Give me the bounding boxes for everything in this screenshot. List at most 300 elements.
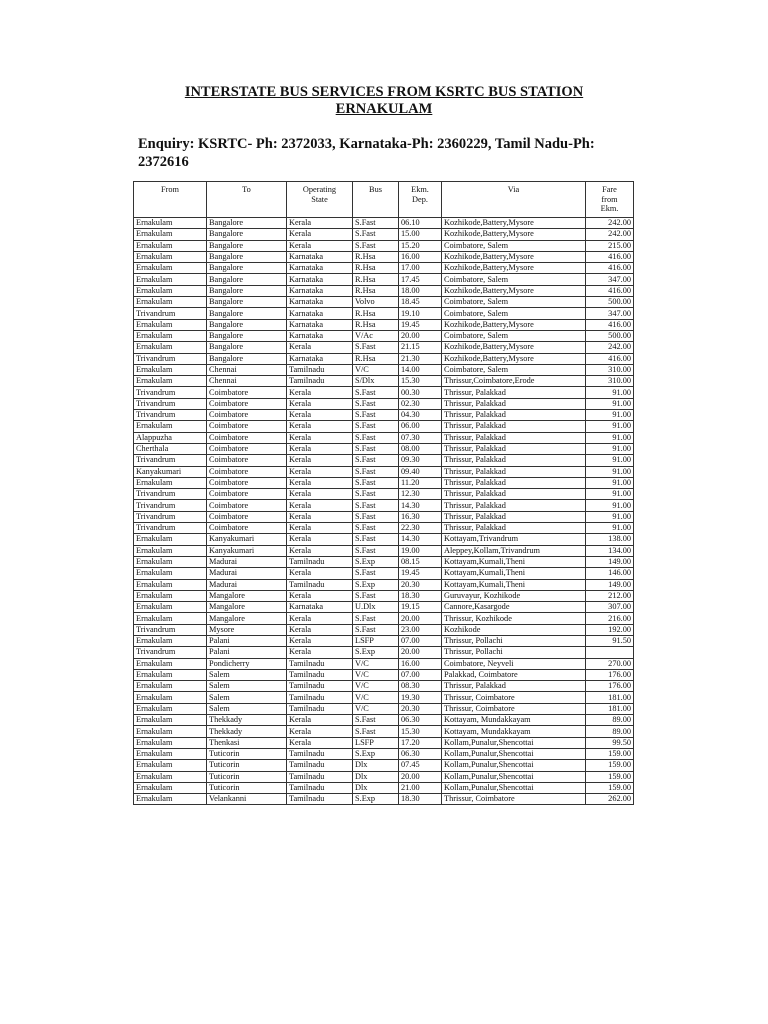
table-row bbox=[134, 624, 634, 635]
cell-fare: 91.00 bbox=[586, 421, 634, 432]
cell-state: Karnataka bbox=[287, 602, 353, 613]
cell-departure: 15.30 bbox=[399, 726, 442, 737]
header-row bbox=[134, 182, 634, 218]
cell-state: Karnataka bbox=[287, 251, 353, 262]
cell-bus: S.Exp bbox=[353, 748, 399, 759]
cell-from: Ernakulam bbox=[134, 421, 207, 432]
cell-to: Kanyakumari bbox=[207, 545, 287, 556]
cell-bus: R.Hsa bbox=[353, 274, 399, 285]
cell-fare: 212.00 bbox=[586, 590, 634, 601]
cell-state: Kerala bbox=[287, 511, 353, 522]
cell-from: Trivandrum bbox=[134, 455, 207, 466]
cell-state: Karnataka bbox=[287, 330, 353, 341]
cell-departure: 11.20 bbox=[399, 477, 442, 488]
cell-departure: 20.30 bbox=[399, 579, 442, 590]
cell-to: Bangalore bbox=[207, 251, 287, 262]
cell-fare: 91.00 bbox=[586, 489, 634, 500]
cell-to: Thenkasi bbox=[207, 737, 287, 748]
cell-state: Tamilnadu bbox=[287, 556, 353, 567]
cell-bus: S.Fast bbox=[353, 624, 399, 635]
cell-fare: 146.00 bbox=[586, 568, 634, 579]
cell-from: Ernakulam bbox=[134, 681, 207, 692]
header-to: To bbox=[207, 182, 287, 218]
cell-departure: 00.30 bbox=[399, 387, 442, 398]
cell-from: Trivandrum bbox=[134, 489, 207, 500]
table-row bbox=[134, 218, 634, 229]
table-row bbox=[134, 794, 634, 805]
cell-state: Kerala bbox=[287, 218, 353, 229]
cell-from: Ernakulam bbox=[134, 715, 207, 726]
cell-bus: S.Fast bbox=[353, 523, 399, 534]
cell-to: Bangalore bbox=[207, 342, 287, 353]
cell-bus: V/C bbox=[353, 658, 399, 669]
cell-departure: 21.15 bbox=[399, 342, 442, 353]
cell-bus: LSFP bbox=[353, 737, 399, 748]
cell-from: Ernakulam bbox=[134, 771, 207, 782]
cell-via: Coimbatore, Salem bbox=[442, 308, 586, 319]
cell-state: Kerala bbox=[287, 342, 353, 353]
cell-from: Trivandrum bbox=[134, 308, 207, 319]
cell-state: Kerala bbox=[287, 410, 353, 421]
cell-via: Thrissur, Palakkad bbox=[442, 500, 586, 511]
cell-to: Pondicherry bbox=[207, 658, 287, 669]
cell-from: Trivandrum bbox=[134, 353, 207, 364]
cell-from: Ernakulam bbox=[134, 703, 207, 714]
cell-via: Thrissur, Palakkad bbox=[442, 421, 586, 432]
cell-to: Palani bbox=[207, 647, 287, 658]
cell-departure: 17.20 bbox=[399, 737, 442, 748]
table-body bbox=[134, 218, 634, 805]
enquiry-contacts bbox=[138, 135, 638, 171]
cell-from: Ernakulam bbox=[134, 376, 207, 387]
cell-to: Coimbatore bbox=[207, 432, 287, 443]
table-row bbox=[134, 703, 634, 714]
header-departure: Ekm. Dep. bbox=[399, 182, 442, 218]
cell-state: Tamilnadu bbox=[287, 794, 353, 805]
table-row bbox=[134, 319, 634, 330]
cell-departure: 19.30 bbox=[399, 692, 442, 703]
cell-via: Cannore,Kasargode bbox=[442, 602, 586, 613]
cell-departure: 17.45 bbox=[399, 274, 442, 285]
cell-departure: 20.30 bbox=[399, 703, 442, 714]
cell-bus: S.Fast bbox=[353, 421, 399, 432]
cell-state: Tamilnadu bbox=[287, 669, 353, 680]
header-operating-state: Operating State bbox=[287, 182, 353, 218]
document-title bbox=[0, 84, 768, 118]
cell-state: Kerala bbox=[287, 635, 353, 646]
cell-via: Kozhikode,Battery,Mysore bbox=[442, 229, 586, 240]
cell-bus: S.Fast bbox=[353, 511, 399, 522]
cell-from: Ernakulam bbox=[134, 658, 207, 669]
cell-to: Coimbatore bbox=[207, 523, 287, 534]
table-row bbox=[134, 681, 634, 692]
cell-to: Bangalore bbox=[207, 240, 287, 251]
cell-via: Thrissur, Coimbatore bbox=[442, 692, 586, 703]
table-row bbox=[134, 715, 634, 726]
cell-via: Coimbatore, Salem bbox=[442, 297, 586, 308]
cell-bus: S/Dlx bbox=[353, 376, 399, 387]
enquiry-line-1: Enquiry: KSRTC- Ph: 2372033, Karnataka-Ph: 2360229, Tamil Nadu-Ph: bbox=[138, 136, 595, 152]
cell-departure: 20.00 bbox=[399, 647, 442, 658]
cell-bus: S.Fast bbox=[353, 489, 399, 500]
cell-fare: 91.00 bbox=[586, 410, 634, 421]
cell-departure: 15.00 bbox=[399, 229, 442, 240]
cell-departure: 08.15 bbox=[399, 556, 442, 567]
cell-from: Trivandrum bbox=[134, 500, 207, 511]
table-row bbox=[134, 274, 634, 285]
cell-departure: 14.30 bbox=[399, 534, 442, 545]
cell-state: Kerala bbox=[287, 613, 353, 624]
cell-bus: S.Fast bbox=[353, 466, 399, 477]
table-row bbox=[134, 240, 634, 251]
bus-schedule-table bbox=[133, 181, 634, 805]
cell-to: Bangalore bbox=[207, 274, 287, 285]
table-row bbox=[134, 534, 634, 545]
cell-bus: S.Fast bbox=[353, 432, 399, 443]
cell-bus: S.Fast bbox=[353, 342, 399, 353]
cell-via: Palakkad, Coimbatore bbox=[442, 669, 586, 680]
cell-from: Ernakulam bbox=[134, 568, 207, 579]
cell-via: Coimbatore, Salem bbox=[442, 240, 586, 251]
cell-via: Kozhikode,Battery,Mysore bbox=[442, 251, 586, 262]
cell-departure: 07.30 bbox=[399, 432, 442, 443]
cell-state: Kerala bbox=[287, 534, 353, 545]
cell-to: Madurai bbox=[207, 579, 287, 590]
cell-to: Bangalore bbox=[207, 263, 287, 274]
cell-fare: 215.00 bbox=[586, 240, 634, 251]
cell-to: Tuticorin bbox=[207, 782, 287, 793]
cell-from: Ernakulam bbox=[134, 342, 207, 353]
cell-from: Trivandrum bbox=[134, 511, 207, 522]
cell-state: Tamilnadu bbox=[287, 782, 353, 793]
table-row bbox=[134, 387, 634, 398]
cell-from: Ernakulam bbox=[134, 534, 207, 545]
cell-from: Trivandrum bbox=[134, 387, 207, 398]
cell-bus: S.Fast bbox=[353, 568, 399, 579]
cell-state: Kerala bbox=[287, 545, 353, 556]
table-row bbox=[134, 635, 634, 646]
table-row bbox=[134, 421, 634, 432]
cell-fare: 347.00 bbox=[586, 308, 634, 319]
cell-bus: S.Fast bbox=[353, 545, 399, 556]
table-row bbox=[134, 432, 634, 443]
cell-to: Coimbatore bbox=[207, 477, 287, 488]
cell-departure: 07.00 bbox=[399, 669, 442, 680]
header-via: Via bbox=[442, 182, 586, 218]
cell-bus: R.Hsa bbox=[353, 285, 399, 296]
cell-bus: S.Fast bbox=[353, 500, 399, 511]
cell-via: Coimbatore, Salem bbox=[442, 330, 586, 341]
cell-from: Trivandrum bbox=[134, 398, 207, 409]
cell-state: Tamilnadu bbox=[287, 579, 353, 590]
cell-bus: S.Fast bbox=[353, 726, 399, 737]
cell-to: Coimbatore bbox=[207, 387, 287, 398]
cell-via: Kozhikode,Battery,Mysore bbox=[442, 353, 586, 364]
cell-bus: V/C bbox=[353, 703, 399, 714]
cell-state: Karnataka bbox=[287, 274, 353, 285]
table-row bbox=[134, 590, 634, 601]
cell-state: Kerala bbox=[287, 715, 353, 726]
cell-from: Ernakulam bbox=[134, 782, 207, 793]
cell-to: Coimbatore bbox=[207, 421, 287, 432]
cell-fare: 89.00 bbox=[586, 726, 634, 737]
cell-to: Bangalore bbox=[207, 319, 287, 330]
cell-fare: 242.00 bbox=[586, 229, 634, 240]
cell-from: Ernakulam bbox=[134, 760, 207, 771]
cell-via: Kozhikode,Battery,Mysore bbox=[442, 342, 586, 353]
cell-from: Ernakulam bbox=[134, 556, 207, 567]
table-row bbox=[134, 251, 634, 262]
cell-to: Madurai bbox=[207, 568, 287, 579]
cell-state: Tamilnadu bbox=[287, 771, 353, 782]
cell-fare: 176.00 bbox=[586, 681, 634, 692]
cell-fare: 216.00 bbox=[586, 613, 634, 624]
cell-via: Kottayam, Mundakkayam bbox=[442, 715, 586, 726]
cell-state: Karnataka bbox=[287, 297, 353, 308]
cell-state: Karnataka bbox=[287, 263, 353, 274]
table-row bbox=[134, 647, 634, 658]
cell-departure: 16.00 bbox=[399, 251, 442, 262]
cell-state: Karnataka bbox=[287, 319, 353, 330]
cell-bus: LSFP bbox=[353, 635, 399, 646]
cell-via: Kollam,Punalur,Shencottai bbox=[442, 748, 586, 759]
cell-state: Tamilnadu bbox=[287, 658, 353, 669]
cell-fare: 416.00 bbox=[586, 263, 634, 274]
cell-to: Coimbatore bbox=[207, 410, 287, 421]
cell-fare: 242.00 bbox=[586, 218, 634, 229]
cell-to: Mangalore bbox=[207, 613, 287, 624]
cell-bus: S.Fast bbox=[353, 387, 399, 398]
cell-from: Ernakulam bbox=[134, 737, 207, 748]
cell-from: Ernakulam bbox=[134, 285, 207, 296]
cell-via: Kozhikode,Battery,Mysore bbox=[442, 285, 586, 296]
cell-bus: S.Fast bbox=[353, 477, 399, 488]
cell-via: Thrissur, Kozhikode bbox=[442, 613, 586, 624]
cell-from: Ernakulam bbox=[134, 590, 207, 601]
cell-state: Kerala bbox=[287, 489, 353, 500]
cell-to: Chennai bbox=[207, 364, 287, 375]
cell-from: Ernakulam bbox=[134, 692, 207, 703]
cell-fare: 91.00 bbox=[586, 432, 634, 443]
cell-to: Coimbatore bbox=[207, 443, 287, 454]
cell-departure: 09.40 bbox=[399, 466, 442, 477]
cell-bus: R.Hsa bbox=[353, 319, 399, 330]
table-row bbox=[134, 466, 634, 477]
cell-to: Coimbatore bbox=[207, 500, 287, 511]
cell-via: Thrissur, Palakkad bbox=[442, 489, 586, 500]
cell-departure: 19.10 bbox=[399, 308, 442, 319]
cell-departure: 18.00 bbox=[399, 285, 442, 296]
cell-departure: 20.00 bbox=[399, 330, 442, 341]
cell-via: Coimbatore, Salem bbox=[442, 274, 586, 285]
cell-via: Kozhikode,Battery,Mysore bbox=[442, 319, 586, 330]
cell-departure: 15.20 bbox=[399, 240, 442, 251]
cell-to: Coimbatore bbox=[207, 466, 287, 477]
cell-fare: 347.00 bbox=[586, 274, 634, 285]
cell-state: Kerala bbox=[287, 737, 353, 748]
cell-state: Kerala bbox=[287, 240, 353, 251]
table-row bbox=[134, 263, 634, 274]
cell-departure: 18.30 bbox=[399, 590, 442, 601]
cell-state: Karnataka bbox=[287, 308, 353, 319]
cell-bus: S.Exp bbox=[353, 647, 399, 658]
cell-bus: S.Fast bbox=[353, 443, 399, 454]
cell-via: Thrissur, Pollachi bbox=[442, 647, 586, 658]
cell-fare: 91.00 bbox=[586, 443, 634, 454]
table-row bbox=[134, 297, 634, 308]
cell-state: Kerala bbox=[287, 229, 353, 240]
cell-state: Kerala bbox=[287, 477, 353, 488]
cell-via: Thrissur, Pollachi bbox=[442, 635, 586, 646]
cell-from: Ernakulam bbox=[134, 364, 207, 375]
cell-state: Kerala bbox=[287, 624, 353, 635]
cell-from: Ernakulam bbox=[134, 669, 207, 680]
cell-to: Bangalore bbox=[207, 218, 287, 229]
table-row bbox=[134, 308, 634, 319]
cell-to: Salem bbox=[207, 669, 287, 680]
cell-via: Thrissur,Coimbatore,Erode bbox=[442, 376, 586, 387]
table-row bbox=[134, 376, 634, 387]
cell-from: Ernakulam bbox=[134, 263, 207, 274]
cell-via: Kollam,Punalur,Shencottai bbox=[442, 737, 586, 748]
cell-bus: R.Hsa bbox=[353, 308, 399, 319]
table-row bbox=[134, 500, 634, 511]
cell-from: Ernakulam bbox=[134, 319, 207, 330]
cell-fare: 159.00 bbox=[586, 748, 634, 759]
cell-from: Ernakulam bbox=[134, 477, 207, 488]
cell-departure: 17.00 bbox=[399, 263, 442, 274]
cell-state: Kerala bbox=[287, 500, 353, 511]
cell-to: Tuticorin bbox=[207, 748, 287, 759]
cell-to: Mangalore bbox=[207, 590, 287, 601]
cell-bus: R.Hsa bbox=[353, 353, 399, 364]
cell-to: Madurai bbox=[207, 556, 287, 567]
table-row bbox=[134, 771, 634, 782]
cell-bus: S.Fast bbox=[353, 715, 399, 726]
cell-bus: R.Hsa bbox=[353, 251, 399, 262]
cell-fare: 416.00 bbox=[586, 353, 634, 364]
cell-bus: Volvo bbox=[353, 297, 399, 308]
cell-bus: Dlx bbox=[353, 782, 399, 793]
cell-from: Cherthala bbox=[134, 443, 207, 454]
cell-departure: 19.00 bbox=[399, 545, 442, 556]
cell-state: Tamilnadu bbox=[287, 703, 353, 714]
cell-departure: 14.00 bbox=[399, 364, 442, 375]
cell-fare: 91.00 bbox=[586, 511, 634, 522]
cell-via: Coimbatore, Salem bbox=[442, 364, 586, 375]
cell-via: Thrissur, Palakkad bbox=[442, 443, 586, 454]
cell-from: Ernakulam bbox=[134, 330, 207, 341]
cell-to: Palani bbox=[207, 635, 287, 646]
table-row bbox=[134, 613, 634, 624]
cell-via: Kottayam,Kumali,Theni bbox=[442, 556, 586, 567]
cell-via: Kottayam, Mundakkayam bbox=[442, 726, 586, 737]
enquiry-line-2: 2372616 bbox=[138, 154, 189, 170]
cell-to: Salem bbox=[207, 692, 287, 703]
cell-bus: U.Dlx bbox=[353, 602, 399, 613]
cell-fare: 91.00 bbox=[586, 466, 634, 477]
cell-via: Thrissur, Palakkad bbox=[442, 681, 586, 692]
cell-departure: 08.30 bbox=[399, 681, 442, 692]
cell-state: Kerala bbox=[287, 647, 353, 658]
cell-to: Velankanni bbox=[207, 794, 287, 805]
cell-bus: V/Ac bbox=[353, 330, 399, 341]
cell-state: Tamilnadu bbox=[287, 748, 353, 759]
cell-bus: S.Fast bbox=[353, 410, 399, 421]
cell-state: Tamilnadu bbox=[287, 692, 353, 703]
cell-to: Salem bbox=[207, 681, 287, 692]
cell-fare: 307.00 bbox=[586, 602, 634, 613]
cell-fare: 242.00 bbox=[586, 342, 634, 353]
cell-fare: 416.00 bbox=[586, 285, 634, 296]
cell-bus: S.Exp bbox=[353, 579, 399, 590]
cell-via: Thrissur, Palakkad bbox=[442, 387, 586, 398]
cell-departure: 19.45 bbox=[399, 319, 442, 330]
cell-departure: 20.00 bbox=[399, 613, 442, 624]
table-row bbox=[134, 669, 634, 680]
cell-state: Kerala bbox=[287, 590, 353, 601]
table-row bbox=[134, 342, 634, 353]
cell-fare: 500.00 bbox=[586, 330, 634, 341]
cell-state: Kerala bbox=[287, 466, 353, 477]
cell-from: Ernakulam bbox=[134, 794, 207, 805]
table-row bbox=[134, 726, 634, 737]
cell-bus: S.Fast bbox=[353, 534, 399, 545]
cell-fare bbox=[586, 647, 634, 658]
cell-state: Kerala bbox=[287, 726, 353, 737]
cell-to: Bangalore bbox=[207, 330, 287, 341]
cell-departure: 21.00 bbox=[399, 782, 442, 793]
cell-via: Thrissur, Palakkad bbox=[442, 466, 586, 477]
cell-via: Thrissur, Palakkad bbox=[442, 511, 586, 522]
cell-fare: 149.00 bbox=[586, 556, 634, 567]
cell-state: Kerala bbox=[287, 568, 353, 579]
table-row bbox=[134, 229, 634, 240]
cell-departure: 20.00 bbox=[399, 771, 442, 782]
cell-via: Kollam,Punalur,Shencottai bbox=[442, 760, 586, 771]
cell-to: Coimbatore bbox=[207, 489, 287, 500]
cell-state: Tamilnadu bbox=[287, 364, 353, 375]
cell-from: Ernakulam bbox=[134, 274, 207, 285]
cell-to: Mysore bbox=[207, 624, 287, 635]
table-row bbox=[134, 364, 634, 375]
cell-to: Bangalore bbox=[207, 353, 287, 364]
cell-fare: 91.00 bbox=[586, 523, 634, 534]
cell-state: Kerala bbox=[287, 398, 353, 409]
cell-departure: 02.30 bbox=[399, 398, 442, 409]
table-row bbox=[134, 782, 634, 793]
cell-bus: S.Fast bbox=[353, 240, 399, 251]
cell-fare: 89.00 bbox=[586, 715, 634, 726]
cell-via: Coimbatore, Neyveli bbox=[442, 658, 586, 669]
cell-to: Tuticorin bbox=[207, 760, 287, 771]
cell-from: Ernakulam bbox=[134, 579, 207, 590]
cell-state: Tamilnadu bbox=[287, 376, 353, 387]
cell-from: Ernakulam bbox=[134, 545, 207, 556]
table-row bbox=[134, 455, 634, 466]
cell-fare: 159.00 bbox=[586, 760, 634, 771]
cell-departure: 21.30 bbox=[399, 353, 442, 364]
cell-departure: 19.15 bbox=[399, 602, 442, 613]
cell-via: Kottayam,Kumali,Theni bbox=[442, 579, 586, 590]
cell-via: Kollam,Punalur,Shencottai bbox=[442, 771, 586, 782]
cell-to: Tuticorin bbox=[207, 771, 287, 782]
cell-departure: 09.30 bbox=[399, 455, 442, 466]
cell-departure: 07.00 bbox=[399, 635, 442, 646]
cell-from: Ernakulam bbox=[134, 251, 207, 262]
cell-to: Bangalore bbox=[207, 285, 287, 296]
cell-from: Trivandrum bbox=[134, 410, 207, 421]
